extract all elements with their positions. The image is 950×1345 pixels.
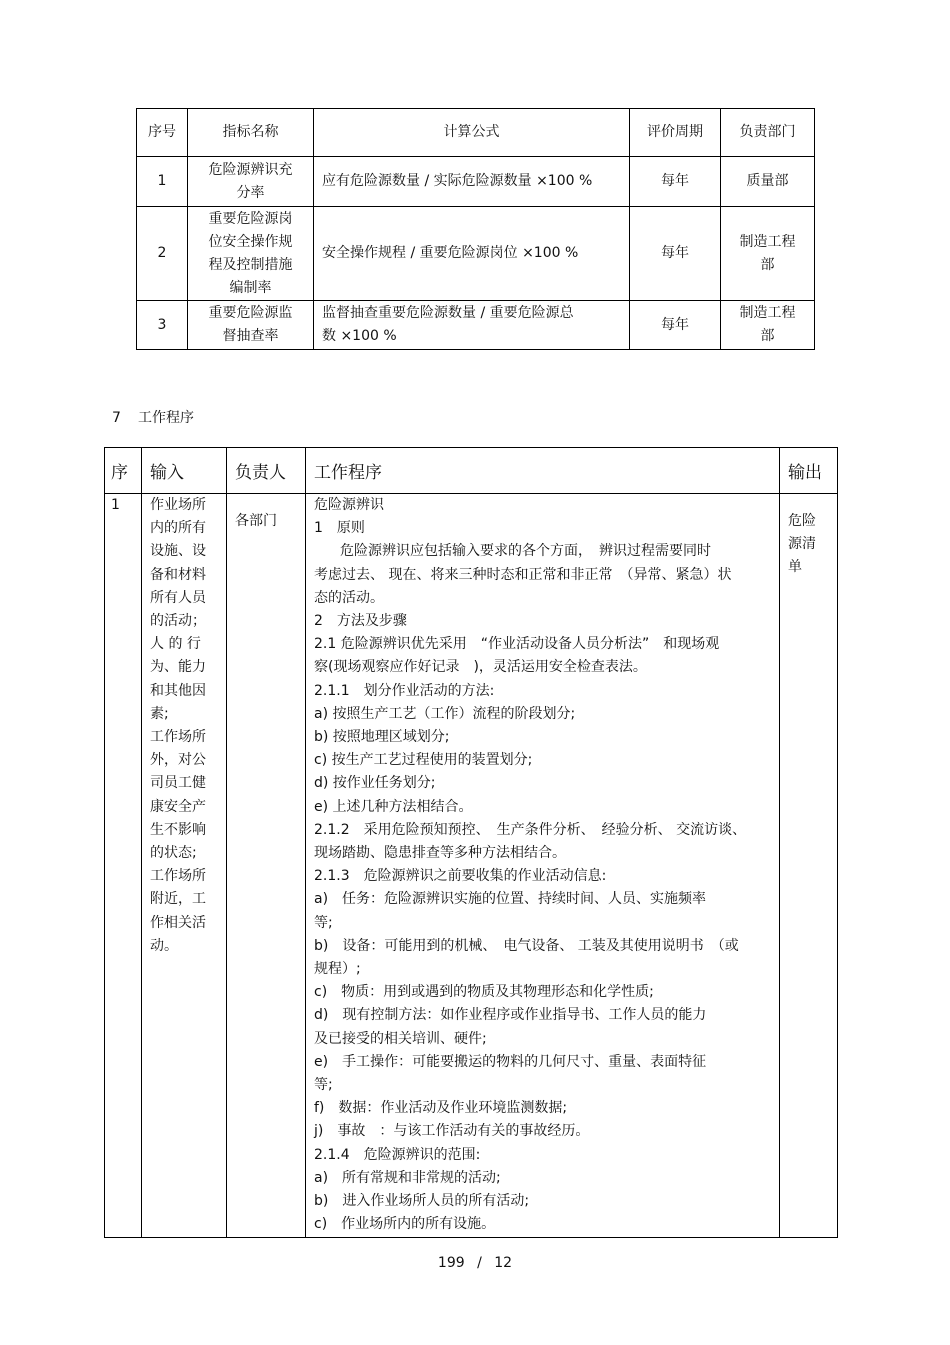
header-output: 输出 bbox=[780, 448, 838, 494]
input-line: 司员工健 bbox=[150, 775, 206, 792]
row-period: 每年 bbox=[630, 207, 721, 301]
procedure-line: b) 设备：可能用到的机械、 电气设备、 工装及其使用说明书 （或 bbox=[314, 937, 739, 954]
dept-line: 部 bbox=[760, 328, 775, 344]
input-line: 动。 bbox=[150, 937, 178, 954]
table-row bbox=[137, 301, 815, 350]
dept-line: 质量部 bbox=[746, 173, 789, 189]
page-separator: / bbox=[477, 1255, 482, 1271]
input-line: 素; bbox=[150, 705, 169, 722]
input-line: 作相关活 bbox=[150, 914, 206, 931]
procedure-output bbox=[780, 494, 838, 1238]
row-period: 每年 bbox=[630, 301, 721, 350]
name-line: 危险源辨识充 bbox=[208, 161, 293, 178]
input-line: 为、能力 bbox=[150, 659, 206, 676]
name-line: 程及控制措施 bbox=[208, 256, 293, 273]
header-formula: 计算公式 bbox=[314, 109, 630, 157]
procedure-table bbox=[104, 447, 838, 1238]
row-seq: 2 bbox=[137, 207, 188, 301]
input-line: 作业场所 bbox=[150, 497, 206, 513]
procedure-line: 察(现场观察应作好记录 )，灵活运用安全检查表法。 bbox=[314, 659, 647, 676]
procedure-header-row bbox=[105, 448, 838, 494]
indicator-header-row bbox=[137, 109, 815, 157]
table-row bbox=[137, 157, 815, 207]
procedure-line: c) 按生产工艺过程使用的装置划分; bbox=[314, 752, 533, 769]
row-department bbox=[721, 207, 815, 301]
input-line: 工作场所 bbox=[150, 868, 206, 885]
procedure-line: 危险源辨识应包括输入要求的各个方面， 辨识过程需要同时 bbox=[340, 543, 711, 560]
row-indicator-name bbox=[188, 207, 314, 301]
procedure-line: d) 按作业任务划分; bbox=[314, 775, 436, 792]
procedure-line: 2.1 危险源辨识优先采用 “作业活动设备人员分析法” 和现场观 bbox=[314, 636, 720, 653]
header-procedure: 工作程序 bbox=[306, 448, 780, 494]
formula-line: 应有危险源数量 / 实际危险源数量 ×100 % bbox=[322, 173, 593, 189]
procedure-line: 危险源辨识 bbox=[314, 497, 384, 513]
procedure-line: b) 进入作业场所人员的所有活动; bbox=[314, 1193, 530, 1210]
input-line: 工作场所 bbox=[150, 729, 206, 746]
header-input: 输入 bbox=[142, 448, 227, 494]
section-number: 7 bbox=[112, 410, 121, 426]
procedure-line: 态的活动。 bbox=[314, 589, 384, 606]
page-number: 199 bbox=[437, 1255, 465, 1271]
procedure-line: f) 数据：作业活动及作业环境监测数据; bbox=[314, 1100, 568, 1117]
input-line: 康安全产 bbox=[150, 798, 206, 815]
procedure-steps bbox=[306, 494, 780, 1238]
procedure-line: d) 现有控制方法：如作业程序或作业指导书、工作人员的能力 bbox=[314, 1007, 707, 1024]
procedure-line: 及已接受的相关培训、硬件; bbox=[314, 1030, 487, 1047]
procedure-line: a) 所有常规和非常规的活动; bbox=[314, 1169, 501, 1186]
procedure-line: e) 手工操作：可能要搬运的物料的几何尺寸、重量、表面特征 bbox=[314, 1053, 707, 1070]
table-row bbox=[105, 494, 838, 1238]
name-line: 重要危险源监 bbox=[208, 305, 293, 321]
procedure-seq: 1 bbox=[105, 494, 142, 1238]
section-heading bbox=[112, 408, 194, 428]
header-responsible: 负责人 bbox=[227, 448, 306, 494]
procedure-line: c) 作业场所内的所有设施。 bbox=[314, 1216, 496, 1233]
procedure-line: 2.1.1 划分作业活动的方法: bbox=[314, 682, 495, 699]
input-line: 人 的 行 bbox=[150, 636, 201, 653]
row-seq: 3 bbox=[137, 301, 188, 350]
row-indicator-name bbox=[188, 301, 314, 350]
output-line: 单 bbox=[788, 559, 802, 576]
row-period: 每年 bbox=[630, 157, 721, 207]
procedure-line: 规程）; bbox=[314, 961, 361, 978]
name-line: 重要危险源岗 bbox=[208, 210, 293, 227]
header-seq: 序号 bbox=[137, 109, 188, 157]
input-line: 附近，工 bbox=[150, 891, 206, 908]
output-line: 源清 bbox=[788, 536, 816, 553]
header-department: 负责部门 bbox=[721, 109, 815, 157]
procedure-line: 2.1.4 危险源辨识的范围: bbox=[314, 1146, 481, 1163]
procedure-line: c) 物质：用到或遇到的物质及其物理形态和化学性质; bbox=[314, 984, 654, 1001]
procedure-line: j) 事故 ：与该工作活动有关的事故经历。 bbox=[314, 1123, 590, 1140]
indicator-table bbox=[136, 108, 815, 350]
procedure-line: 2 方法及步骤 bbox=[314, 613, 407, 630]
procedure-line: b) 按照地理区域划分; bbox=[314, 729, 450, 746]
row-department bbox=[721, 301, 815, 350]
formula-line: 监督抽查重要危险源数量 / 重要危险源总 bbox=[322, 305, 574, 321]
input-line: 生不影响 bbox=[150, 821, 206, 838]
procedure-line: 2.1.2 采用危险预知预控、 生产条件分析、 经验分析、 交流访谈、 bbox=[314, 821, 747, 838]
input-line: 设施、设 bbox=[150, 543, 206, 560]
procedure-line: a) 任务：危险源辨识实施的位置、持续时间、人员、实施频率 bbox=[314, 891, 707, 908]
section-title: 工作程序 bbox=[138, 410, 194, 426]
row-formula bbox=[314, 207, 630, 301]
procedure-line: 等; bbox=[314, 914, 333, 931]
procedure-input bbox=[142, 494, 227, 1238]
procedure-line: 1 原则 bbox=[314, 520, 365, 537]
input-line: 内的所有 bbox=[150, 520, 206, 537]
page-footer bbox=[0, 1253, 950, 1273]
procedure-responsible: 各部门 bbox=[227, 494, 306, 1238]
header-seq: 序 bbox=[105, 448, 142, 494]
row-indicator-name bbox=[188, 157, 314, 207]
formula-line: 数 ×100 % bbox=[322, 328, 397, 344]
table-row bbox=[137, 207, 815, 301]
input-line: 的状态; bbox=[150, 845, 197, 862]
row-formula bbox=[314, 301, 630, 350]
header-period: 评价周期 bbox=[630, 109, 721, 157]
name-line: 分率 bbox=[236, 184, 265, 201]
name-line: 编制率 bbox=[229, 279, 272, 296]
input-line: 的活动； bbox=[150, 613, 206, 630]
dept-line: 部 bbox=[760, 256, 775, 273]
input-line: 备和材料 bbox=[150, 566, 206, 583]
row-seq: 1 bbox=[137, 157, 188, 207]
output-line: 危险 bbox=[788, 513, 816, 529]
page-total: 12 bbox=[494, 1255, 513, 1271]
procedure-line: e) 上述几种方法相结合。 bbox=[314, 798, 473, 815]
procedure-line: a) 按照生产工艺（工作）流程的阶段划分; bbox=[314, 705, 576, 722]
row-formula bbox=[314, 157, 630, 207]
name-line: 位安全操作规 bbox=[208, 233, 293, 250]
dept-line: 制造工程 bbox=[739, 305, 796, 321]
header-indicator-name: 指标名称 bbox=[188, 109, 314, 157]
procedure-line: 考虑过去、 现在、将来三种时态和正常和非正常 （异常、紧急）状 bbox=[314, 566, 732, 583]
input-line: 所有人员 bbox=[150, 589, 206, 606]
procedure-line: 2.1.3 危险源辨识之前要收集的作业活动信息: bbox=[314, 868, 607, 885]
procedure-line: 等; bbox=[314, 1077, 333, 1094]
row-department bbox=[721, 157, 815, 207]
input-line: 外，对公 bbox=[150, 752, 206, 769]
formula-line: 安全操作规程 / 重要危险源岗位 ×100 % bbox=[322, 245, 579, 261]
input-line: 和其他因 bbox=[150, 682, 206, 699]
procedure-line: 现场踏勘、隐患排查等多种方法相结合。 bbox=[314, 845, 566, 862]
dept-line: 制造工程 bbox=[739, 233, 796, 250]
name-line: 督抽查率 bbox=[222, 328, 279, 344]
